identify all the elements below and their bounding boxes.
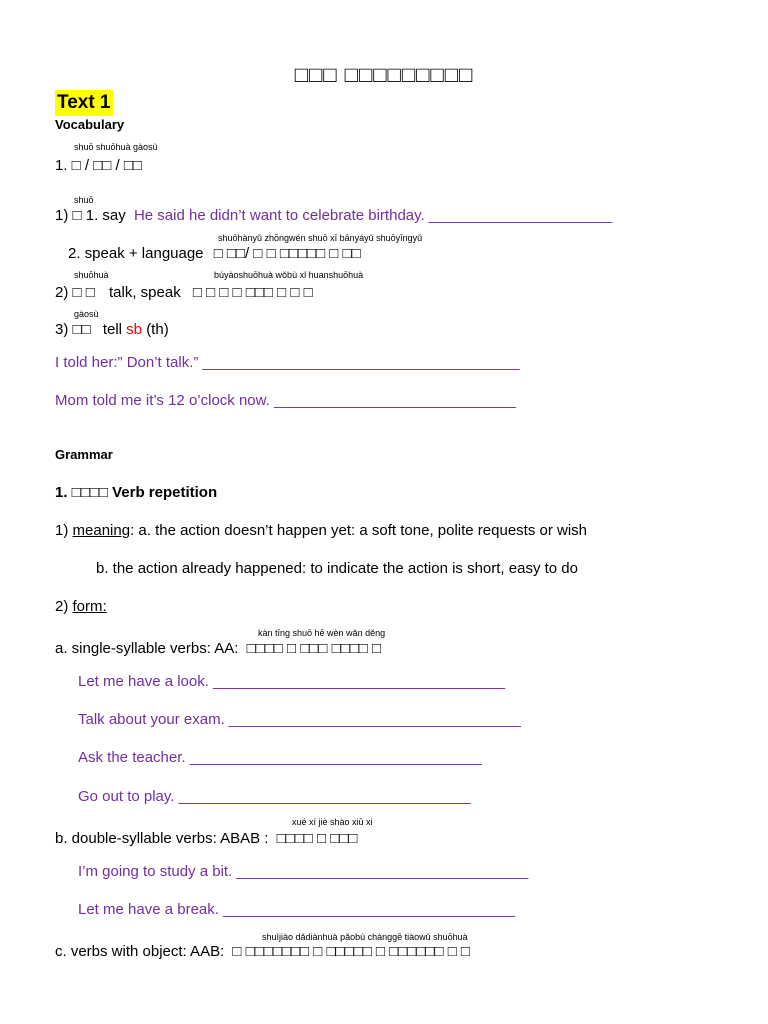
hanzi: □ bbox=[72, 207, 82, 224]
meaning-a: : a. the action doesn’t happen yet: a soft tone, polite requests or wish bbox=[130, 522, 588, 539]
form-item bbox=[55, 943, 470, 961]
form-description: b. double-syllable verbs: ABAB : bbox=[55, 830, 269, 847]
practice-sentence: Go out to play. ___________________________________ bbox=[78, 788, 471, 805]
item-number: 3) bbox=[55, 321, 69, 338]
form-description: c. verbs with object: AAB: bbox=[55, 943, 225, 960]
practice-sentence: Ask the teacher. ___________________________________ bbox=[78, 749, 482, 766]
meaning-label: 1. say bbox=[85, 207, 126, 224]
practice-sentence: Let me have a look. ___________________________________ bbox=[78, 673, 506, 690]
pinyin-annotation: shuō shuōhuà gàosù bbox=[74, 142, 158, 152]
item-number: 1) bbox=[55, 207, 69, 224]
item-number: 2) bbox=[55, 284, 69, 301]
grammar-heading: Grammar bbox=[55, 447, 113, 462]
meaning-line: 1) meaning: a. the action doesn’t happen yet: a soft tone, polite requests or wish bbox=[55, 522, 588, 539]
pinyin-annotation: búyàoshuōhuà wǒbù xǐ huanshuōhuà bbox=[214, 270, 364, 280]
pinyin-annotation: kàn tīng shuō hē wèn wǎn děng bbox=[258, 628, 386, 638]
pinyin-annotation: gàosù bbox=[74, 309, 99, 319]
hanzi: □ □□□□□□□ □ □□□□□ □ □□□□□□ □ □ bbox=[232, 943, 470, 960]
object-placeholder: sb bbox=[126, 321, 143, 338]
hanzi: □□ bbox=[72, 321, 91, 338]
vocab-item: 1. □ / □□ / □□ bbox=[55, 157, 142, 174]
pinyin-annotation: shuìjiào dǎdiànhuà pǎobù chànggē tiàowǔ shuōhuà bbox=[262, 932, 468, 942]
meaning-b: b. the action already happened: to indicate the action is short, easy to do bbox=[96, 560, 578, 577]
section-heading: Text 1 bbox=[55, 90, 113, 116]
form-line bbox=[55, 598, 107, 616]
page-title: □□□ □□□□□□□□□ bbox=[294, 62, 474, 87]
practice-sentence: I’m going to study a bit. ___________________________________ bbox=[78, 863, 529, 880]
vocab-item bbox=[55, 284, 313, 302]
meaning-label-suffix: (th) bbox=[146, 321, 169, 338]
practice-sentence: He said he didn’t want to celebrate birthday. ______________________ bbox=[133, 207, 613, 224]
form-number: 2) bbox=[55, 598, 69, 615]
vocab-item bbox=[55, 207, 612, 225]
meaning-label: talk, speak bbox=[108, 284, 181, 301]
practice-sentence: I told her:” Don’t talk.” ______________________________________ bbox=[55, 354, 520, 371]
hanzi: □ □□/ □ □ □□□□□ □ □□ bbox=[213, 245, 361, 262]
meaning-label: 2. speak + language bbox=[68, 245, 204, 262]
hanzi: □□□□ □ □□□ bbox=[276, 830, 358, 847]
practice-sentence: Let me have a break. ___________________________________ bbox=[78, 901, 516, 918]
form-item bbox=[55, 830, 357, 848]
vocab-item bbox=[55, 321, 169, 339]
pinyin-annotation: shuō bbox=[74, 195, 94, 205]
practice-sentence: Talk about your exam. ___________________________________ bbox=[78, 711, 521, 728]
hanzi: □ □ bbox=[72, 284, 95, 301]
form-description: a. single-syllable verbs: AA: bbox=[55, 640, 239, 657]
meaning-label: tell bbox=[102, 321, 122, 338]
meaning-label: meaning bbox=[72, 522, 131, 539]
hanzi: □ □ □ □ □□□ □ □ □ bbox=[192, 284, 313, 301]
vocabulary-heading: Vocabulary bbox=[55, 117, 125, 132]
grammar-point-title: 1. □□□□ Verb repetition bbox=[55, 484, 218, 501]
pinyin-annotation: shuōhànyǔ zhōngwén shuō xī bānyáyǔ shuōyīngyǔ bbox=[218, 233, 423, 243]
practice-sentence: Mom told me it’s 12 o’clock now. _____________________________ bbox=[55, 392, 516, 409]
form-item bbox=[55, 640, 381, 658]
pinyin-annotation: xué xí jiè shào xiū xi bbox=[292, 817, 373, 827]
hanzi: □□□□ □ □□□ □□□□ □ bbox=[246, 640, 382, 657]
vocab-item bbox=[68, 245, 361, 263]
pinyin-annotation: shuōhuà bbox=[74, 270, 109, 280]
form-label: form: bbox=[72, 598, 107, 615]
